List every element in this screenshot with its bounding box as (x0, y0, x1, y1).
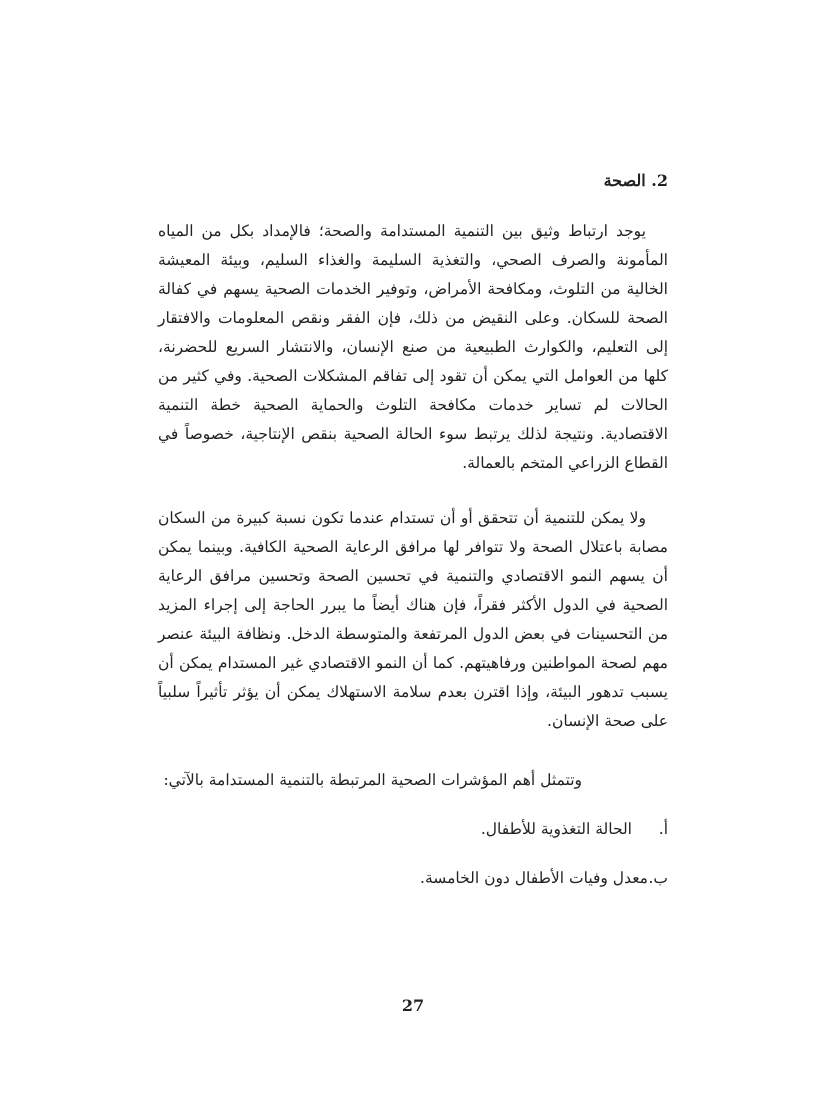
list-marker: أ. (658, 820, 668, 838)
indicators-intro: وتتمثل أهم المؤشرات الصحية المرتبطة بالتنمية المستدامة بالآتي: (163, 771, 582, 789)
list-item (158, 864, 668, 893)
section-heading (158, 166, 668, 195)
section-number: 2. (651, 171, 668, 190)
list-item-text: الحالة التغذوية للأطفال. (480, 820, 632, 838)
body-paragraph: ولا يمكن للتنمية أن تتحقق أو أن تستدام عندما تكون نسبة كبيرة من السكان مصابة باعتلال الصحة ولا تتوافر لها مرافق الرعاية الصحية الكافية. وبينما يمكن أن يسهم النمو الاقتصادي والتنمية في تحسين الصحة وتحسين مرافق الرعاية الصحية في الدول الأكثر فقراً، فإن هناك أيضاً ما يبرر الحاجة إلى إجراء المزيد من التحسينات في بعض الدول المرتفعة والمتوسطة الدخل. ونظافة البيئة عنصر مهم لصحة المواطنين ورفاهيتهم. كما أن النمو الاقتصادي غير المستدام يمكن أن يسبب تدهور البيئة، وإذا اقترن بعدم سلامة الاستهلاك يمكن أن يؤثر تأثيراً سلبياً على صحة الإنسان. (158, 509, 668, 730)
page-number: 27 (401, 996, 425, 1015)
list-item-text: معدل وفيات الأطفال دون الخامسة. (420, 869, 648, 887)
list-item (158, 815, 668, 844)
list-marker: ب. (648, 869, 668, 887)
section-title: الصحة (603, 171, 646, 190)
page-content (158, 166, 668, 913)
body-paragraph: يوجد ارتباط وثيق بين التنمية المستدامة والصحة؛ فالإمداد بكل من المياه المأمونة والصرف الصحي، والتغذية السليمة والغذاء السليم، وبيئة المعيشة الخالية من التلوث، ومكافحة الأمراض، وتوفير الخدمات الصحية يسهم في كفالة الصحة للسكان. وعلى النقيض من ذلك، فإن الفقر ونقص المعلومات والافتقار إلى التعليم، والكوارث الطبيعية من صنع الإنسان، والانتشار السريع للحضرنة، كلها من العوامل التي يمكن أن تقود إلى تفاقم المشكلات الصحية. وفي كثير من الحالات لم تساير خدمات مكافحة التلوث والحماية الصحية خطة التنمية الاقتصادية. ونتيجة لذلك يرتبط سوء الحالة الصحية بنقص الإنتاجية، خصوصاً في القطاع الزراعي المتخم بالعمالة. (158, 222, 668, 472)
